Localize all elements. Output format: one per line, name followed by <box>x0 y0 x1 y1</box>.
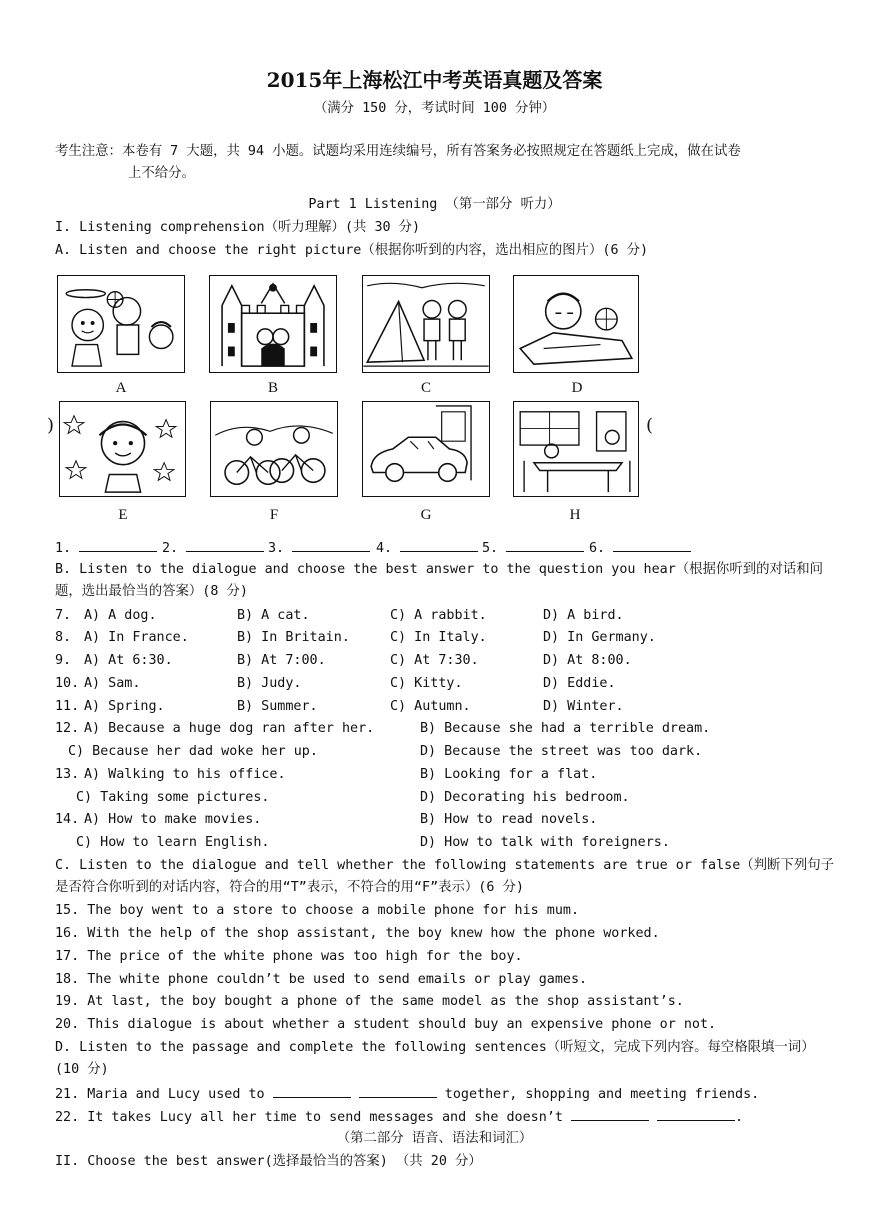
question-num: 13. <box>55 767 80 782</box>
fill-blank[interactable] <box>273 1084 351 1098</box>
question-num: 11. <box>55 699 80 714</box>
option-c[interactable]: C) How to learn English. <box>76 835 270 850</box>
option-d[interactable]: D) How to talk with foreigners. <box>420 835 670 850</box>
answer-item-1: 1. <box>55 538 157 558</box>
answer-item-6: 6. <box>589 538 691 558</box>
fill-blank[interactable] <box>657 1107 735 1121</box>
picture-h <box>513 401 639 497</box>
option-b[interactable]: B) Judy. <box>237 676 302 691</box>
statement-item: 17. The price of the white phone was too high for the boy. <box>55 949 523 964</box>
car-icon <box>363 402 489 496</box>
question-num: 12. <box>55 721 80 736</box>
page-title: 2015年上海松江中考英语真题及答案 <box>266 68 603 92</box>
option-a[interactable]: A) Spring. <box>84 699 165 714</box>
answer-item-2: 2. <box>162 538 264 558</box>
option-d[interactable]: D) Because the street was too dark. <box>420 744 703 759</box>
picture-label-a: A <box>115 380 127 396</box>
question-num: 9. <box>55 653 72 668</box>
section-A-heading: A. Listen and choose the right picture（根据你听到的内容，选出相应的图片）(6 分) <box>55 243 649 258</box>
question-22: 22. It takes Lucy all her time to send messages and she doesn’t . <box>55 1107 743 1127</box>
option-d[interactable]: D) At 8:00. <box>543 653 632 668</box>
picture-a <box>57 275 185 373</box>
picture-d <box>513 275 639 373</box>
right-paren-mark: ( <box>646 415 654 436</box>
option-c[interactable]: C) Kitty. <box>390 676 463 691</box>
option-b[interactable]: B) At 7:00. <box>237 653 326 668</box>
notice-line-1: 考生注意：本卷有 7 大题，共 94 小题。试题均采用连续编号，所有答案务必按照规定在答题纸上完成，做在试卷 <box>55 144 741 159</box>
castle-icon <box>210 276 336 372</box>
option-c[interactable]: C) Autumn. <box>390 699 471 714</box>
option-d[interactable]: D) Winter. <box>543 699 624 714</box>
statement-item: 20. This dialogue is about whether a student should buy an expensive phone or not. <box>55 1017 717 1032</box>
option-c[interactable]: C) A rabbit. <box>390 608 487 623</box>
option-a[interactable]: A) Walking to his office. <box>84 767 286 782</box>
option-a[interactable]: A) How to make movies. <box>84 812 262 827</box>
girl-stars-icon <box>60 402 185 496</box>
section-I-heading: I. Listening comprehension（听力理解）(共 30 分) <box>55 220 421 235</box>
question-21: 21. Maria and Lucy used to together, shopping and meeting friends. <box>55 1084 759 1104</box>
section-II-heading: II. Choose the best answer(选择最恰当的答案) （共 20 分） <box>55 1154 482 1169</box>
statement-item: 18. The white phone couldn’t be used to send emails or play games. <box>55 972 588 987</box>
answer-item-4: 4. <box>376 538 478 558</box>
tent-camping-icon <box>363 276 489 372</box>
restaurant-icon <box>514 402 638 496</box>
section-B-heading-1: B. Listen to the dialogue and choose the best answer to the question you hear（根据你听到的对话和问 <box>55 562 824 577</box>
picture-b <box>209 275 337 373</box>
option-d[interactable]: D) Decorating his bedroom. <box>420 790 630 805</box>
option-c[interactable]: C) In Italy. <box>390 630 487 645</box>
answer-blank[interactable] <box>400 538 478 552</box>
option-d[interactable]: D) A bird. <box>543 608 624 623</box>
option-b[interactable]: B) How to read novels. <box>420 812 598 827</box>
fill-blank[interactable] <box>359 1084 437 1098</box>
option-a[interactable]: A) At 6:30. <box>84 653 173 668</box>
question-num: 10. <box>55 676 80 691</box>
picture-g <box>362 401 490 497</box>
option-c[interactable]: C) At 7:30. <box>390 653 479 668</box>
statement-item: 15. The boy went to a store to choose a mobile phone for his mum. <box>55 903 580 918</box>
section-B-heading-2: 题，选出最恰当的答案）(8 分) <box>55 584 248 599</box>
picture-label-d: D <box>571 380 583 396</box>
question-num: 14. <box>55 812 80 827</box>
picture-label-g: G <box>420 507 432 523</box>
exam-subtitle: （满分 150 分，考试时间 100 分钟） <box>313 101 556 116</box>
picture-f <box>210 401 338 497</box>
option-a[interactable]: A) Because a huge dog ran after her. <box>84 721 375 736</box>
section-D-heading-1: D. Listen to the passage and complete the following sentences（听短文，完成下列内容。每空格限填一词） <box>55 1040 815 1055</box>
statement-item: 16. With the help of the shop assistant, the boy knew how the phone worked. <box>55 926 660 941</box>
option-d[interactable]: D) Eddie. <box>543 676 616 691</box>
picture-label-c: C <box>420 380 431 396</box>
statement-item: 19. At last, the boy bought a phone of the same model as the shop assistant’s. <box>55 994 684 1009</box>
sleeping-boy-icon <box>514 276 638 372</box>
section-C-heading-1: C. Listen to the dialogue and tell whether the following statements are true or false（判断下列句子 <box>55 858 834 873</box>
option-b[interactable]: B) Summer. <box>237 699 318 714</box>
option-a[interactable]: A) A dog. <box>84 608 157 623</box>
picture-c <box>362 275 490 373</box>
option-a[interactable]: A) Sam. <box>84 676 141 691</box>
answer-blank[interactable] <box>613 538 691 552</box>
picture-e <box>59 401 186 497</box>
cycling-icon <box>211 402 337 496</box>
picture-label-e: E <box>118 507 128 523</box>
picture-label-f: F <box>269 507 279 523</box>
picture-label-b: B <box>267 380 278 396</box>
question-num: 8. <box>55 630 72 645</box>
fill-blank[interactable] <box>571 1107 649 1121</box>
answer-blank[interactable] <box>79 538 157 552</box>
children-ball-icon <box>58 276 184 372</box>
left-paren-mark: ) <box>47 415 55 436</box>
section-D-heading-2: (10 分) <box>55 1062 109 1077</box>
answer-blank[interactable] <box>506 538 584 552</box>
option-d[interactable]: D) In Germany. <box>543 630 656 645</box>
option-a[interactable]: A) In France. <box>84 630 189 645</box>
answer-item-5: 5. <box>482 538 584 558</box>
section-C-heading-2: 是否符合你听到的对话内容，符合的用“T”表示，不符合的用“F”表示）(6 分) <box>55 880 524 895</box>
picture-label-h: H <box>569 507 581 523</box>
option-b[interactable]: B) Because she had a terrible dream. <box>420 721 711 736</box>
answer-blank[interactable] <box>292 538 370 552</box>
option-b[interactable]: B) Looking for a flat. <box>420 767 598 782</box>
answer-item-3: 3. <box>268 538 370 558</box>
option-b[interactable]: B) A cat. <box>237 608 310 623</box>
part2-heading: （第二部分 语音、语法和词汇） <box>336 1131 533 1146</box>
answer-blank[interactable] <box>186 538 264 552</box>
part1-heading: Part 1 Listening （第一部分 听力） <box>308 197 561 212</box>
notice-line-2: 上不给分。 <box>128 166 195 181</box>
question-num: 7. <box>55 608 72 623</box>
option-c[interactable]: C) Because her dad woke her up. <box>68 744 318 759</box>
option-c[interactable]: C) Taking some pictures. <box>76 790 270 805</box>
option-b[interactable]: B) In Britain. <box>237 630 350 645</box>
